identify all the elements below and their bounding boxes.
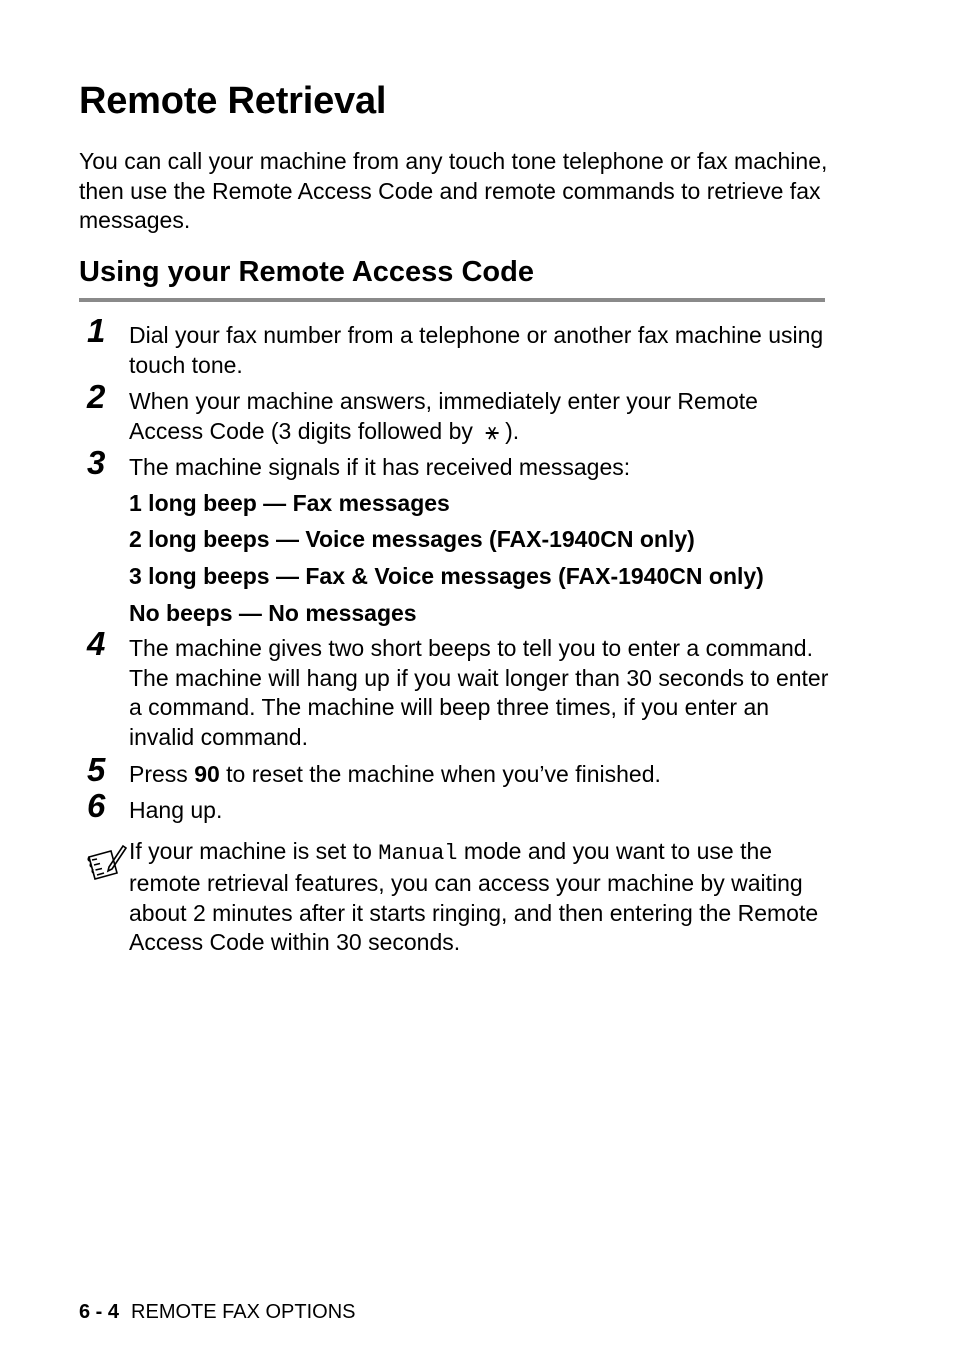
beep-item-3: 3 long beeps — Fax & Voice messages (FAX-1940CN only) [129,563,764,589]
step-number-1: 1 [87,312,106,349]
beep-item-2: 2 long beeps — Voice messages (FAX-1940CN only) [129,526,695,552]
beep-item-1: 1 long beep — Fax messages [129,490,450,516]
section-heading: Using your Remote Access Code [79,256,534,288]
step-number-5: 5 [87,751,106,788]
intro-paragraph: You can call your machine from any touch tone telephone or fax machine, then use the Remote Access Code and remote commands to retrieve fax messages. [79,148,828,233]
note-pencil-icon [85,843,127,883]
step-number-2: 2 [87,378,106,415]
mode-name: Manual [378,841,458,866]
step-text-5: Press 90 to reset the machine when you’ve finished. [129,761,661,787]
note-text: If your machine is set to Manual mode and you want to use the remote retrieval features, you can access your machine by waiting about 2 minutes after it starts ringing, and then entering the Remote Access Code within 30 seconds. [129,838,819,956]
beep-item-4: No beeps — No messages [129,600,417,626]
step-number-3: 3 [87,444,106,481]
step-number-6: 6 [87,787,106,824]
chapter-title: REMOTE FAX OPTIONS [131,1301,356,1323]
star-key-icon: ⚹ [485,418,500,445]
step-text-3: The machine signals if it has received messages: [129,454,631,480]
step-text-6: Hang up. [129,797,223,823]
step-text-4: The machine gives two short beeps to tell you to enter a command. The machine will hang up if you wait longer than 30 seconds to enter a command. The machine will beep three times, if you enter an invalid command. [129,635,829,751]
page-number: 6 - 4 [79,1301,120,1323]
page-footer [79,1301,356,1324]
section-rule [79,298,825,302]
step-number-4: 4 [87,625,106,662]
step-text-1: Dial your fax number from a telephone or another fax machine using touch tone. [129,322,824,378]
step-text-2: When your machine answers, immediately enter your Remote Access Code (3 digits followed by ⚹ ). [129,388,758,445]
page-title: Remote Retrieval [79,80,387,122]
